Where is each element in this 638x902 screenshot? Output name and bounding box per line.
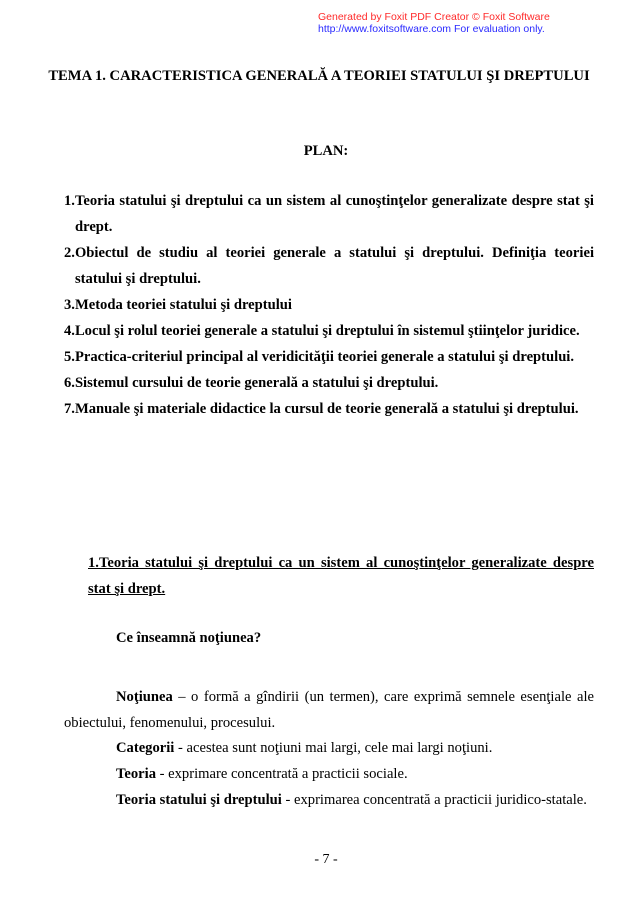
definition-categorii [116,735,594,761]
plan-item: 5.Practica-criteriul principal al veridicităţii teoriei generale a statului şi dreptului. [64,349,575,365]
definition-text: - exprimarea concentrată a practicii juridico-statale. [281,792,587,808]
question-heading: Ce înseamnă noţiunea? [116,630,262,646]
plan-item: 2.Obiectul de studiu al teoriei generale a statului şi dreptului. Definiţia teoriei statului şi dreptului. [64,245,594,287]
plan-list [64,188,594,422]
plan-item: 7.Manuale şi materiale didactice la cursul de teorie generală a statului şi dreptului. [64,401,579,417]
section-heading: 1.Teoria statului şi dreptului ca un sistem al cunoştinţelor generalizate despre stat şi drept. [88,555,594,597]
watermark-line-2: http://www.foxitsoftware.com For evaluation only. [318,23,545,35]
plan-heading: PLAN: [303,143,349,159]
plan-item: 6.Sistemul cursului de teorie generală a statului şi dreptului. [64,375,439,391]
definition-term: Noţiunea [116,689,173,705]
document-title: TEMA 1. CARACTERISTICA GENERALĂ A TEORIEI STATULUI ŞI DREPTULUI [48,68,590,84]
definition-notiunea [64,684,594,736]
plan-item: 1.Teoria statului şi dreptului ca un sistem al cunoştinţelor generalizate despre stat şi drept. [64,193,594,235]
definition-term: Teoria statului şi dreptului [116,792,282,808]
definition-text: - exprimare concentrată a practicii sociale. [156,766,408,782]
plan-item: 3.Metoda teoriei statului şi dreptului [64,297,292,313]
definition-teoria-statului [64,787,594,813]
definition-term: Teoria [116,766,156,782]
plan-item: 4.Locul şi rolul teoriei generale a statului şi dreptului în sistemul ştiinţelor juridice. [64,323,580,339]
definition-term: Categorii [116,740,175,756]
page-number: - 7 - [314,852,338,867]
definition-text: - acestea sunt noţiuni mai largi, cele mai largi noţiuni. [174,740,493,756]
watermark-line-1: Generated by Foxit PDF Creator © Foxit Software [318,11,550,23]
foxit-watermark [318,11,550,35]
definition-teoria [116,761,594,787]
definition-text: – o formă a gîndirii (un termen), care exprimă semnele esenţiale ale obiectului, fenomenului, procesului. [64,689,594,731]
